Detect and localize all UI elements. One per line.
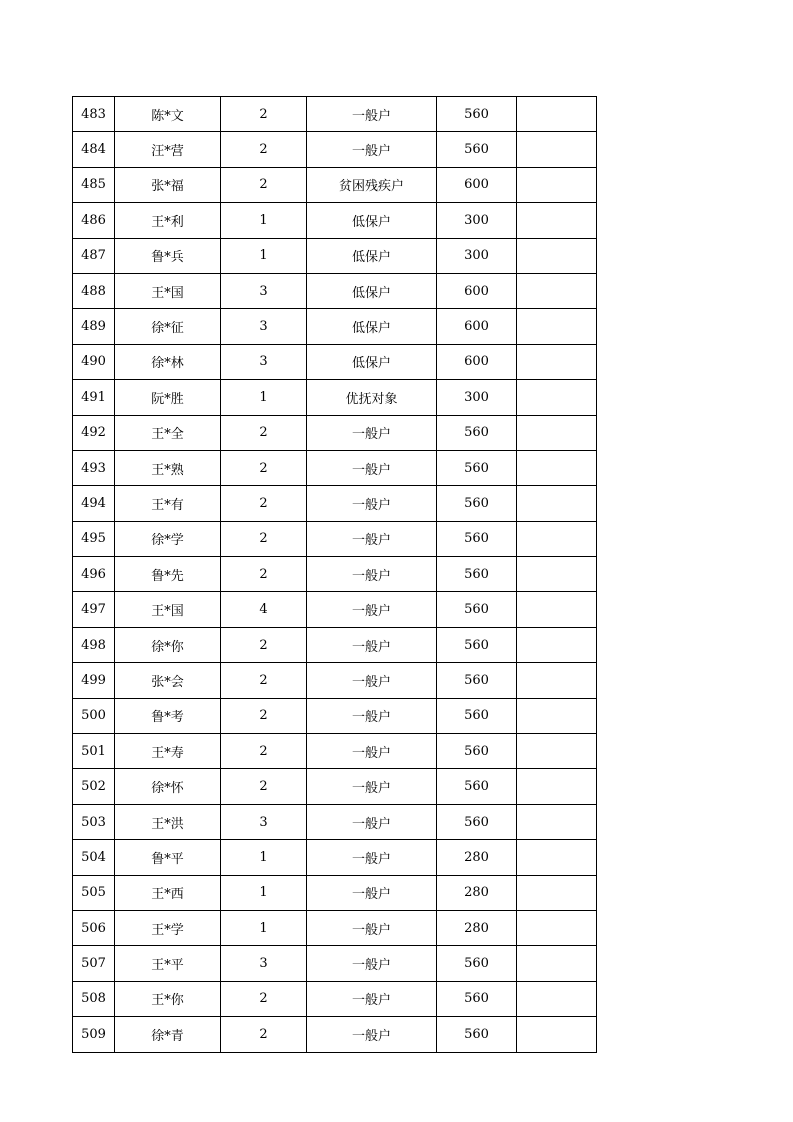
table-row bbox=[73, 663, 597, 698]
household-type-cell: 低保户 bbox=[307, 238, 437, 273]
amount-cell: 560 bbox=[437, 486, 517, 521]
amount-cell: 280 bbox=[437, 910, 517, 945]
row-number-cell: 486 bbox=[73, 203, 115, 238]
note-cell bbox=[517, 238, 597, 273]
amount-cell: 560 bbox=[437, 521, 517, 556]
table-row bbox=[73, 981, 597, 1016]
note-cell bbox=[517, 344, 597, 379]
amount-cell: 560 bbox=[437, 981, 517, 1016]
name-cell: 鲁*先 bbox=[115, 557, 221, 592]
amount-cell: 560 bbox=[437, 97, 517, 132]
row-number-cell: 499 bbox=[73, 663, 115, 698]
name-cell: 王*国 bbox=[115, 592, 221, 627]
amount-cell: 560 bbox=[437, 698, 517, 733]
amount-cell: 560 bbox=[437, 769, 517, 804]
household-size-cell: 2 bbox=[221, 415, 307, 450]
household-size-cell: 2 bbox=[221, 97, 307, 132]
name-cell: 王*洪 bbox=[115, 804, 221, 839]
household-type-cell: 一般户 bbox=[307, 698, 437, 733]
row-number-cell: 490 bbox=[73, 344, 115, 379]
row-number-cell: 503 bbox=[73, 804, 115, 839]
table-row bbox=[73, 840, 597, 875]
name-cell: 张*福 bbox=[115, 167, 221, 202]
amount-cell: 300 bbox=[437, 238, 517, 273]
household-type-cell: 一般户 bbox=[307, 557, 437, 592]
amount-cell: 280 bbox=[437, 875, 517, 910]
amount-cell: 560 bbox=[437, 1017, 517, 1052]
note-cell bbox=[517, 380, 597, 415]
name-cell: 阮*胜 bbox=[115, 380, 221, 415]
name-cell: 徐*你 bbox=[115, 627, 221, 662]
household-size-cell: 3 bbox=[221, 309, 307, 344]
amount-cell: 560 bbox=[437, 450, 517, 485]
amount-cell: 560 bbox=[437, 663, 517, 698]
household-type-cell: 优抚对象 bbox=[307, 380, 437, 415]
table-row bbox=[73, 167, 597, 202]
household-size-cell: 2 bbox=[221, 981, 307, 1016]
table-row bbox=[73, 415, 597, 450]
table-row bbox=[73, 344, 597, 379]
amount-cell: 560 bbox=[437, 557, 517, 592]
note-cell bbox=[517, 486, 597, 521]
table-row bbox=[73, 769, 597, 804]
name-cell: 王*西 bbox=[115, 875, 221, 910]
amount-cell: 280 bbox=[437, 840, 517, 875]
amount-cell: 300 bbox=[437, 203, 517, 238]
table-row bbox=[73, 238, 597, 273]
amount-cell: 600 bbox=[437, 273, 517, 308]
note-cell bbox=[517, 415, 597, 450]
household-size-cell: 3 bbox=[221, 804, 307, 839]
table-row bbox=[73, 203, 597, 238]
table-row bbox=[73, 273, 597, 308]
name-cell: 汪*营 bbox=[115, 132, 221, 167]
note-cell bbox=[517, 663, 597, 698]
table-body bbox=[73, 97, 597, 1053]
name-cell: 王*你 bbox=[115, 981, 221, 1016]
household-type-cell: 一般户 bbox=[307, 769, 437, 804]
table-row bbox=[73, 486, 597, 521]
table-row bbox=[73, 698, 597, 733]
name-cell: 徐*林 bbox=[115, 344, 221, 379]
row-number-cell: 502 bbox=[73, 769, 115, 804]
row-number-cell: 504 bbox=[73, 840, 115, 875]
household-type-cell: 一般户 bbox=[307, 910, 437, 945]
household-type-cell: 一般户 bbox=[307, 840, 437, 875]
name-cell: 鲁*考 bbox=[115, 698, 221, 733]
household-size-cell: 2 bbox=[221, 486, 307, 521]
household-type-cell: 一般户 bbox=[307, 627, 437, 662]
household-size-cell: 3 bbox=[221, 344, 307, 379]
household-size-cell: 1 bbox=[221, 203, 307, 238]
name-cell: 鲁*平 bbox=[115, 840, 221, 875]
row-number-cell: 508 bbox=[73, 981, 115, 1016]
table-row bbox=[73, 734, 597, 769]
note-cell bbox=[517, 557, 597, 592]
household-size-cell: 2 bbox=[221, 1017, 307, 1052]
household-size-cell: 1 bbox=[221, 238, 307, 273]
household-size-cell: 2 bbox=[221, 627, 307, 662]
household-size-cell: 2 bbox=[221, 521, 307, 556]
row-number-cell: 500 bbox=[73, 698, 115, 733]
household-type-cell: 一般户 bbox=[307, 663, 437, 698]
row-number-cell: 484 bbox=[73, 132, 115, 167]
amount-cell: 560 bbox=[437, 734, 517, 769]
table-row bbox=[73, 97, 597, 132]
household-type-cell: 贫困残疾户 bbox=[307, 167, 437, 202]
name-cell: 鲁*兵 bbox=[115, 238, 221, 273]
name-cell: 王*熟 bbox=[115, 450, 221, 485]
amount-cell: 560 bbox=[437, 592, 517, 627]
note-cell bbox=[517, 167, 597, 202]
row-number-cell: 489 bbox=[73, 309, 115, 344]
household-type-cell: 一般户 bbox=[307, 981, 437, 1016]
amount-cell: 600 bbox=[437, 344, 517, 379]
table-row bbox=[73, 380, 597, 415]
row-number-cell: 488 bbox=[73, 273, 115, 308]
amount-cell: 560 bbox=[437, 415, 517, 450]
note-cell bbox=[517, 875, 597, 910]
name-cell: 王*国 bbox=[115, 273, 221, 308]
household-size-cell: 2 bbox=[221, 132, 307, 167]
household-type-cell: 一般户 bbox=[307, 486, 437, 521]
household-type-cell: 一般户 bbox=[307, 804, 437, 839]
note-cell bbox=[517, 592, 597, 627]
household-size-cell: 4 bbox=[221, 592, 307, 627]
row-number-cell: 487 bbox=[73, 238, 115, 273]
household-size-cell: 1 bbox=[221, 910, 307, 945]
note-cell bbox=[517, 627, 597, 662]
note-cell bbox=[517, 97, 597, 132]
amount-cell: 600 bbox=[437, 167, 517, 202]
amount-cell: 300 bbox=[437, 380, 517, 415]
household-type-cell: 一般户 bbox=[307, 132, 437, 167]
note-cell bbox=[517, 910, 597, 945]
row-number-cell: 509 bbox=[73, 1017, 115, 1052]
table-row bbox=[73, 627, 597, 662]
name-cell: 徐*怀 bbox=[115, 769, 221, 804]
name-cell: 王*全 bbox=[115, 415, 221, 450]
household-type-cell: 一般户 bbox=[307, 521, 437, 556]
household-size-cell: 2 bbox=[221, 698, 307, 733]
note-cell bbox=[517, 981, 597, 1016]
household-size-cell: 2 bbox=[221, 557, 307, 592]
household-type-cell: 低保户 bbox=[307, 309, 437, 344]
name-cell: 王*有 bbox=[115, 486, 221, 521]
note-cell bbox=[517, 734, 597, 769]
household-size-cell: 3 bbox=[221, 946, 307, 981]
row-number-cell: 491 bbox=[73, 380, 115, 415]
name-cell: 徐*征 bbox=[115, 309, 221, 344]
household-size-cell: 2 bbox=[221, 663, 307, 698]
table-row bbox=[73, 804, 597, 839]
household-size-cell: 1 bbox=[221, 875, 307, 910]
note-cell bbox=[517, 132, 597, 167]
table-row bbox=[73, 521, 597, 556]
household-type-cell: 低保户 bbox=[307, 344, 437, 379]
name-cell: 陈*文 bbox=[115, 97, 221, 132]
household-size-cell: 2 bbox=[221, 734, 307, 769]
household-size-cell: 1 bbox=[221, 380, 307, 415]
household-subsidy-table bbox=[72, 96, 597, 1053]
table-row bbox=[73, 309, 597, 344]
note-cell bbox=[517, 521, 597, 556]
name-cell: 王*平 bbox=[115, 946, 221, 981]
note-cell bbox=[517, 309, 597, 344]
note-cell bbox=[517, 1017, 597, 1052]
row-number-cell: 507 bbox=[73, 946, 115, 981]
table-row bbox=[73, 450, 597, 485]
household-type-cell: 低保户 bbox=[307, 203, 437, 238]
row-number-cell: 496 bbox=[73, 557, 115, 592]
name-cell: 徐*学 bbox=[115, 521, 221, 556]
name-cell: 徐*青 bbox=[115, 1017, 221, 1052]
row-number-cell: 493 bbox=[73, 450, 115, 485]
household-type-cell: 一般户 bbox=[307, 875, 437, 910]
name-cell: 王*学 bbox=[115, 910, 221, 945]
household-size-cell: 2 bbox=[221, 167, 307, 202]
note-cell bbox=[517, 273, 597, 308]
household-type-cell: 一般户 bbox=[307, 734, 437, 769]
amount-cell: 560 bbox=[437, 946, 517, 981]
household-type-cell: 一般户 bbox=[307, 97, 437, 132]
note-cell bbox=[517, 698, 597, 733]
row-number-cell: 506 bbox=[73, 910, 115, 945]
row-number-cell: 485 bbox=[73, 167, 115, 202]
note-cell bbox=[517, 840, 597, 875]
row-number-cell: 483 bbox=[73, 97, 115, 132]
table-row bbox=[73, 1017, 597, 1052]
household-size-cell: 3 bbox=[221, 273, 307, 308]
name-cell: 王*利 bbox=[115, 203, 221, 238]
table-row bbox=[73, 875, 597, 910]
row-number-cell: 498 bbox=[73, 627, 115, 662]
household-type-cell: 一般户 bbox=[307, 415, 437, 450]
table-row bbox=[73, 946, 597, 981]
household-size-cell: 2 bbox=[221, 450, 307, 485]
household-type-cell: 一般户 bbox=[307, 1017, 437, 1052]
household-type-cell: 低保户 bbox=[307, 273, 437, 308]
amount-cell: 560 bbox=[437, 627, 517, 662]
row-number-cell: 501 bbox=[73, 734, 115, 769]
household-size-cell: 2 bbox=[221, 769, 307, 804]
note-cell bbox=[517, 769, 597, 804]
table-row bbox=[73, 132, 597, 167]
row-number-cell: 495 bbox=[73, 521, 115, 556]
name-cell: 张*会 bbox=[115, 663, 221, 698]
note-cell bbox=[517, 804, 597, 839]
amount-cell: 560 bbox=[437, 132, 517, 167]
table-row bbox=[73, 557, 597, 592]
row-number-cell: 494 bbox=[73, 486, 115, 521]
note-cell bbox=[517, 450, 597, 485]
note-cell bbox=[517, 946, 597, 981]
row-number-cell: 505 bbox=[73, 875, 115, 910]
household-type-cell: 一般户 bbox=[307, 450, 437, 485]
row-number-cell: 497 bbox=[73, 592, 115, 627]
household-size-cell: 1 bbox=[221, 840, 307, 875]
household-type-cell: 一般户 bbox=[307, 946, 437, 981]
table-row bbox=[73, 592, 597, 627]
row-number-cell: 492 bbox=[73, 415, 115, 450]
name-cell: 王*寿 bbox=[115, 734, 221, 769]
table-row bbox=[73, 910, 597, 945]
note-cell bbox=[517, 203, 597, 238]
amount-cell: 600 bbox=[437, 309, 517, 344]
household-type-cell: 一般户 bbox=[307, 592, 437, 627]
amount-cell: 560 bbox=[437, 804, 517, 839]
